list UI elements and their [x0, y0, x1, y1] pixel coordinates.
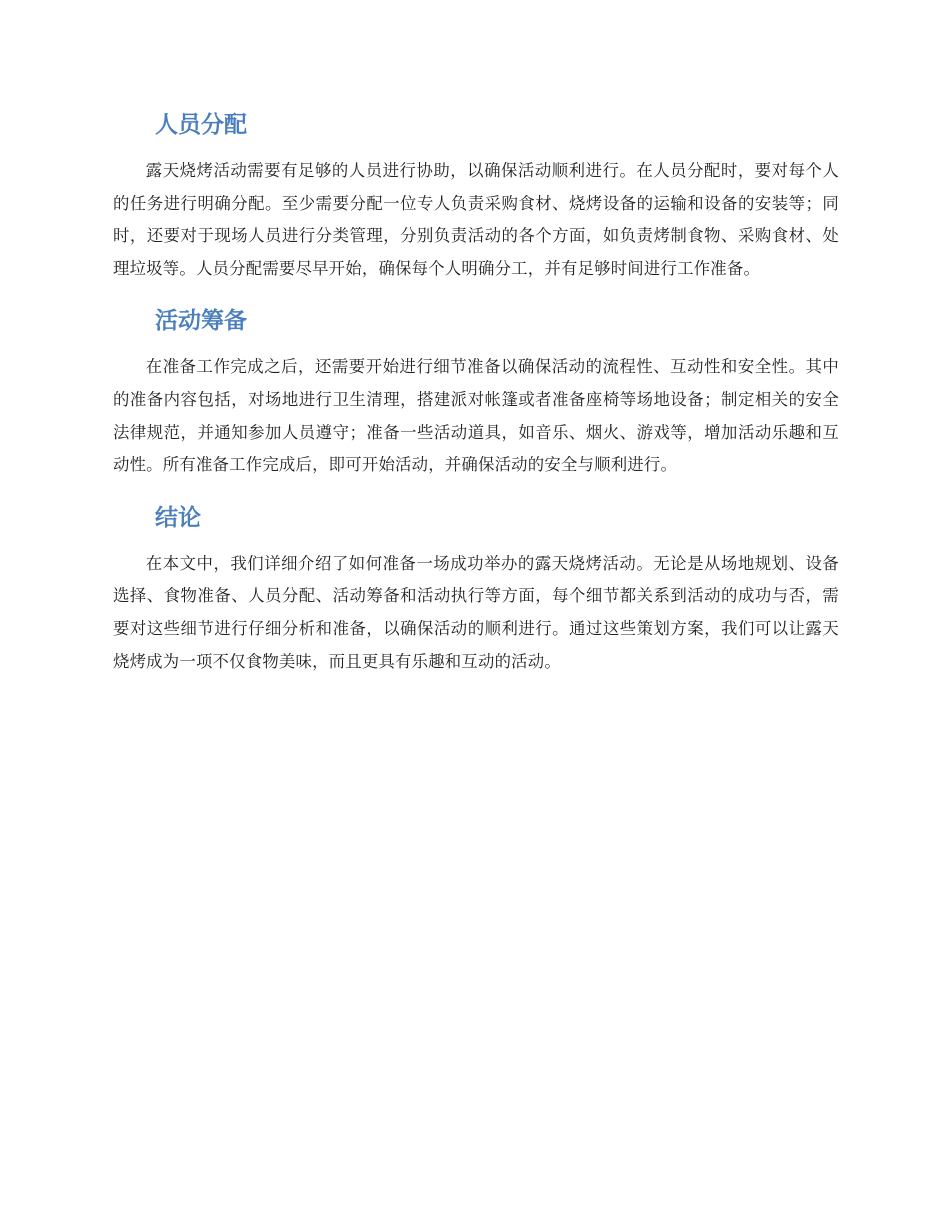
section-preparation [113, 301, 839, 481]
section-heading: 结论 [155, 504, 201, 531]
section-paragraph: 露天烧烤活动需要有足够的人员进行协助，以确保活动顺利进行。在人员分配时，要对每个人的任务进行明确分配。至少需要分配一位专人负责采购食材、烧烤设备的运输和设备的安装等；同时，还要对于现场人员进行分类管理，分别负责活动的各个方面，如负责烤制食物、采购食材、处理垃圾等。人员分配需要尽早开始，确保每个人明确分工，并有足够时间进行工作准备。 [113, 161, 839, 278]
section-paragraph: 在准备工作完成之后，还需要开始进行细节准备以确保活动的流程性、互动性和安全性。其中的准备内容包括，对场地进行卫生清理，搭建派对帐篷或者准备座椅等场地设备；制定相关的安全法律规范，并通知参加人员遵守；准备一些活动道具，如音乐、烟火、游戏等，增加活动乐趣和互动性。所有准备工作完成后，即可开始活动，并确保活动的安全与顺利进行。 [113, 357, 839, 475]
section-staffing [113, 105, 839, 285]
section-heading: 人员分配 [155, 112, 247, 138]
section-heading: 活动筹备 [155, 308, 247, 335]
section-conclusion [113, 498, 839, 678]
document-page [113, 105, 839, 694]
section-paragraph: 在本文中，我们详细介绍了如何准备一场成功举办的露天烧烤活动。无论是从场地规划、设备选择、食物准备、人员分配、活动筹备和活动执行等方面，每个细节都关系到活动的成功与否，需要对这些细节进行仔细分析和准备，以确保活动的顺利进行。通过这些策划方案，我们可以让露天烧烤成为一项不仅食物美味，而且更具有乐趣和互动的活动。 [113, 553, 839, 671]
